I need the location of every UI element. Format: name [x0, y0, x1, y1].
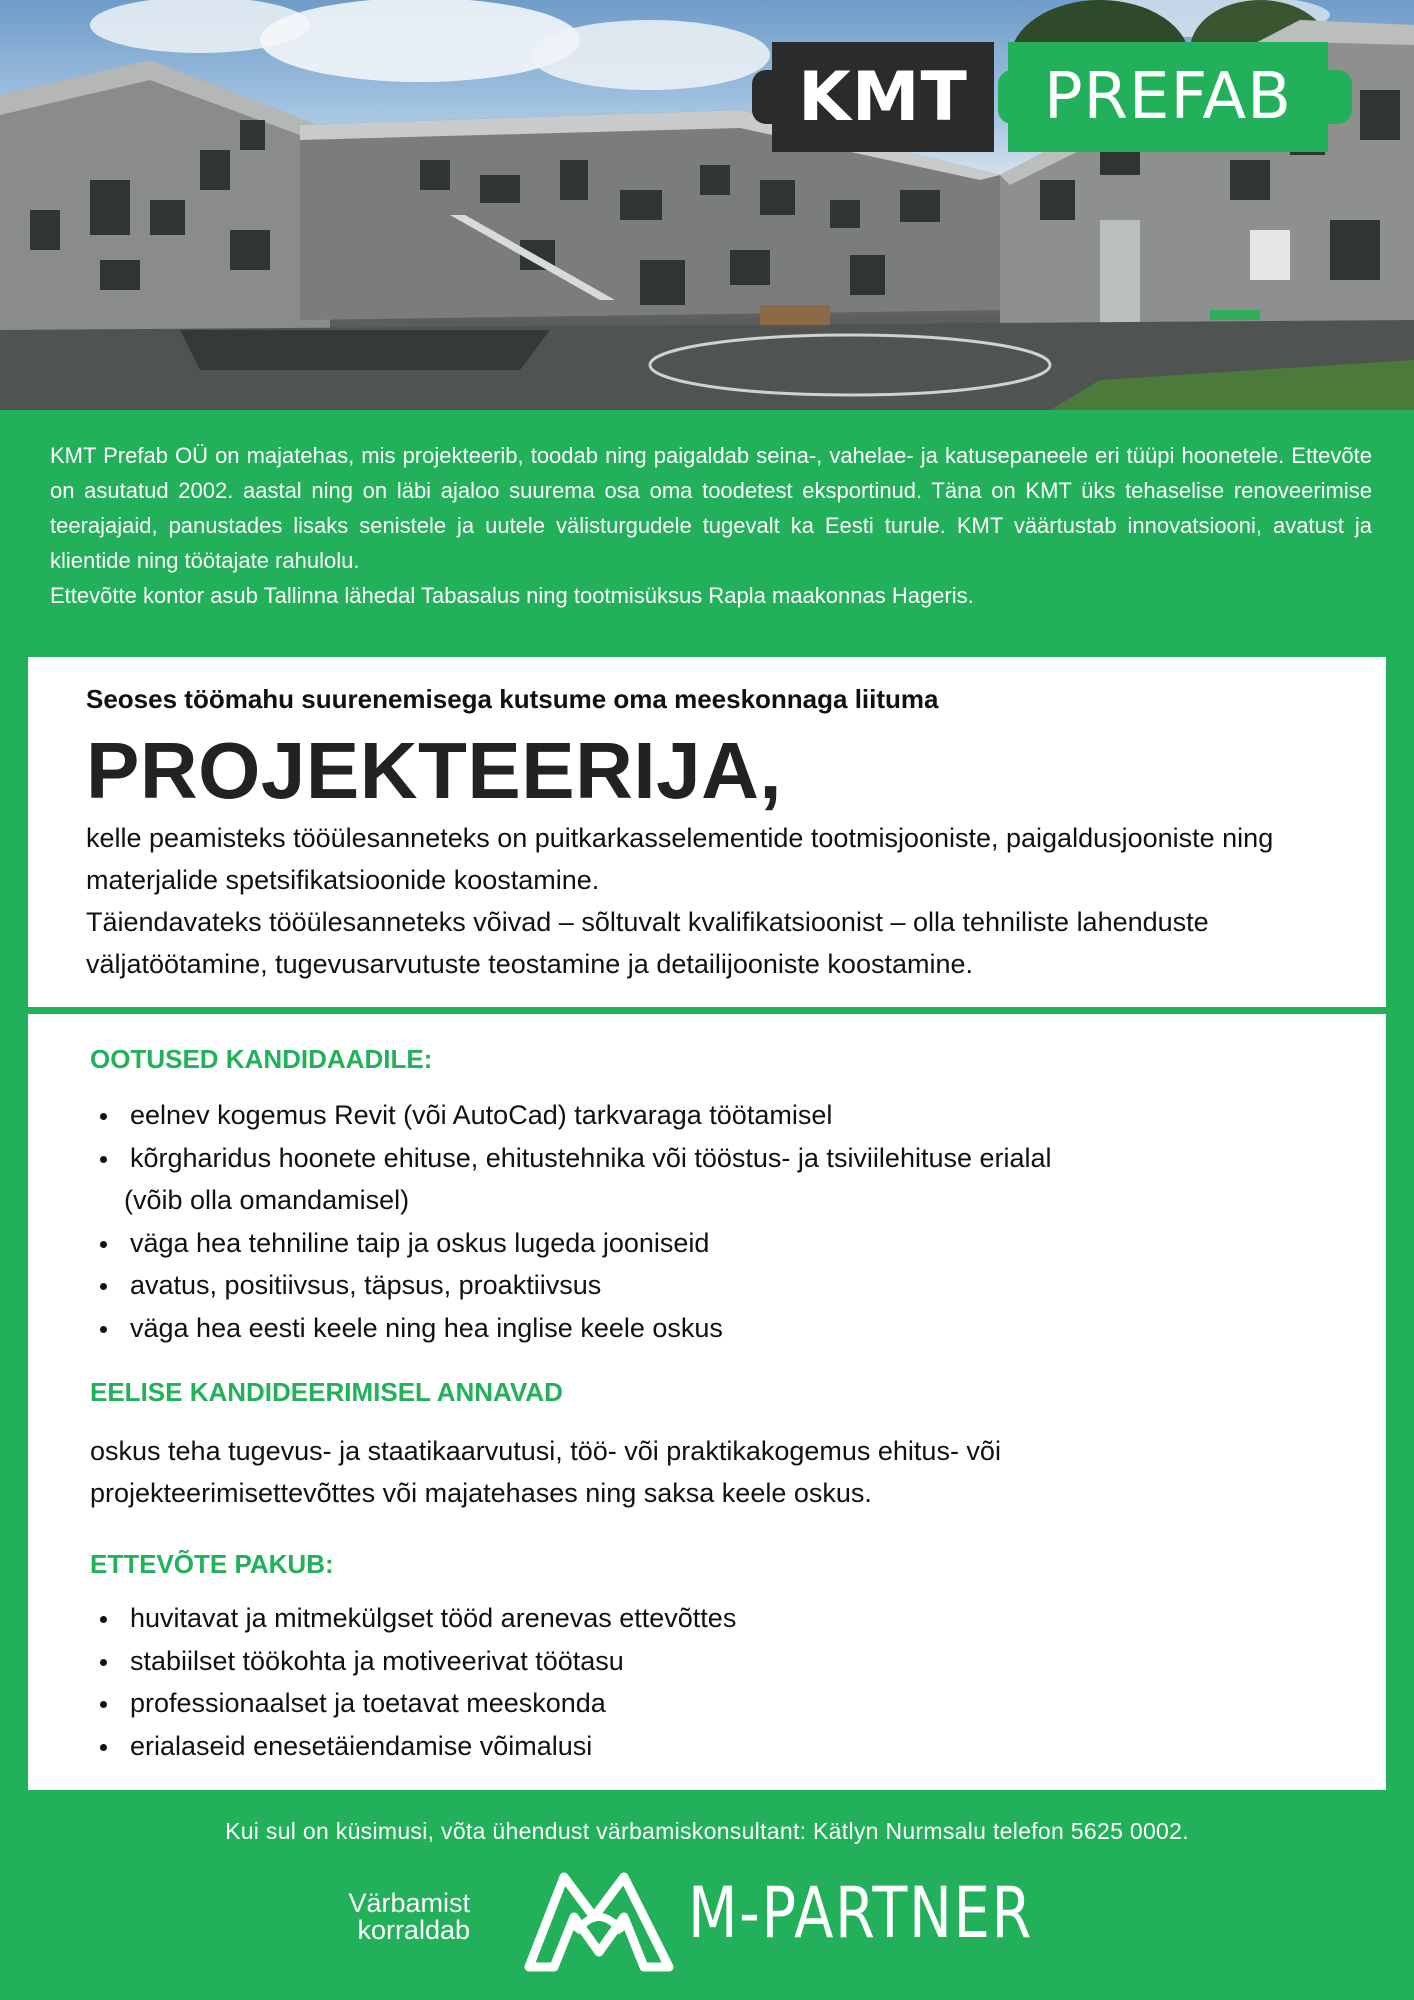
job-desc-main: kelle peamisteks tööülesanneteks on puitkarkasselementide tootmisjooniste, paigaldusjooniste ning materjalide spetsifikatsioonide koostamine. — [86, 823, 1274, 895]
list-item: erialaseid enesetäiendamise võimalusi — [94, 1725, 736, 1768]
list-item: professionaalset ja toetavat meeskonda — [94, 1682, 736, 1725]
company-intro — [50, 438, 1372, 613]
list-item: väga hea eesti keele ning hea inglise keele oskus — [94, 1307, 1052, 1350]
intro-location: Ettevõtte kontor asub Tallinna lähedal Tabasalus ning tootmisüksus Rapla maakonnas Hageris. — [50, 583, 974, 608]
list-item-cont: (võib olla omandamisel) — [124, 1185, 410, 1215]
list-item — [94, 1137, 1052, 1222]
advantage-text: oskus teha tugevus- ja staatikaarvutusi, töö- või praktikakogemus ehitus- või projekteerimisettevõttes või majatehases ning saksa keele oskus. — [90, 1436, 1001, 1508]
recruiter-line1: Värbamist — [348, 1888, 470, 1918]
partner-name: M-PARTNER — [688, 1872, 1034, 1954]
logo-kmt: KMT — [772, 42, 994, 152]
recruiter-line2: korraldab — [357, 1915, 470, 1945]
offer-list — [94, 1597, 736, 1767]
job-lead: Seoses töömahu suurenemisega kutsume oma meeskonnaga liituma — [86, 684, 939, 714]
job-panel — [28, 657, 1386, 1007]
expectations-list — [94, 1094, 1052, 1349]
list-item: eelnev kogemus Revit (või AutoCad) tarkvaraga töötamisel — [94, 1094, 1052, 1137]
details-panel — [28, 1014, 1386, 1790]
hero-photo — [0, 0, 1414, 410]
logo-prefab: PREFAB — [1008, 42, 1328, 152]
job-title: PROJEKTEERIJA, — [86, 726, 783, 815]
job-description — [86, 817, 1346, 985]
intro-paragraph: KMT Prefab OÜ on majatehas, mis projekteerib, toodab ning paigaldab seina-, vahelae- ja katusepaneele eri tüüpi hoonetele. Ettevõte on asutatud 2002. aastal ning on läbi ajaloo suurema osa oma toodetest eksportinud. Täna on KMT üks tehaselise renoveerimise teerajajaid, panustades lisaks senistele ja uutele välisturgudele tugevalt ka Eesti turule. KMT väärtustab innovatsiooni, avatust ja klientide ning töötajate rahulolu. — [50, 443, 1372, 573]
list-item: huvitavat ja mitmekülgset tööd arenevas ettevõttes — [94, 1597, 736, 1640]
m-partner-logo-icon — [524, 1872, 674, 1972]
expectations-heading: OOTUSED KANDIDAADILE: — [90, 1044, 433, 1074]
list-item: stabiilset töökohta ja motiveerivat töötasu — [94, 1640, 736, 1683]
list-item: avatus, positiivsus, täpsus, proaktiivsus — [94, 1264, 1052, 1307]
list-item-text: kõrgharidus hoonete ehituse, ehitustehnika või tööstus- ja tsiviilehituse erialal — [130, 1142, 1052, 1173]
advantage-heading: EELISE KANDIDEERIMISEL ANNAVAD — [90, 1377, 563, 1407]
contact-info: Kui sul on küsimusi, võta ühendust värbamiskonsultant: Kätlyn Nurmsalu telefon 5625 0002. — [225, 1818, 1189, 1844]
kmt-prefab-logo — [752, 42, 1352, 152]
recruiter-label — [300, 1890, 470, 1944]
job-desc-extra: Täiendavateks tööülesanneteks võivad – sõltuvalt kvalifikatsioonist – olla tehniliste lahenduste väljatöötamine, tugevusarvutuste teostamine ja detailijooniste koostamine. — [86, 907, 1209, 979]
offer-heading: ETTEVÕTE PAKUB: — [90, 1549, 334, 1579]
list-item: väga hea tehniline taip ja oskus lugeda jooniseid — [94, 1222, 1052, 1265]
